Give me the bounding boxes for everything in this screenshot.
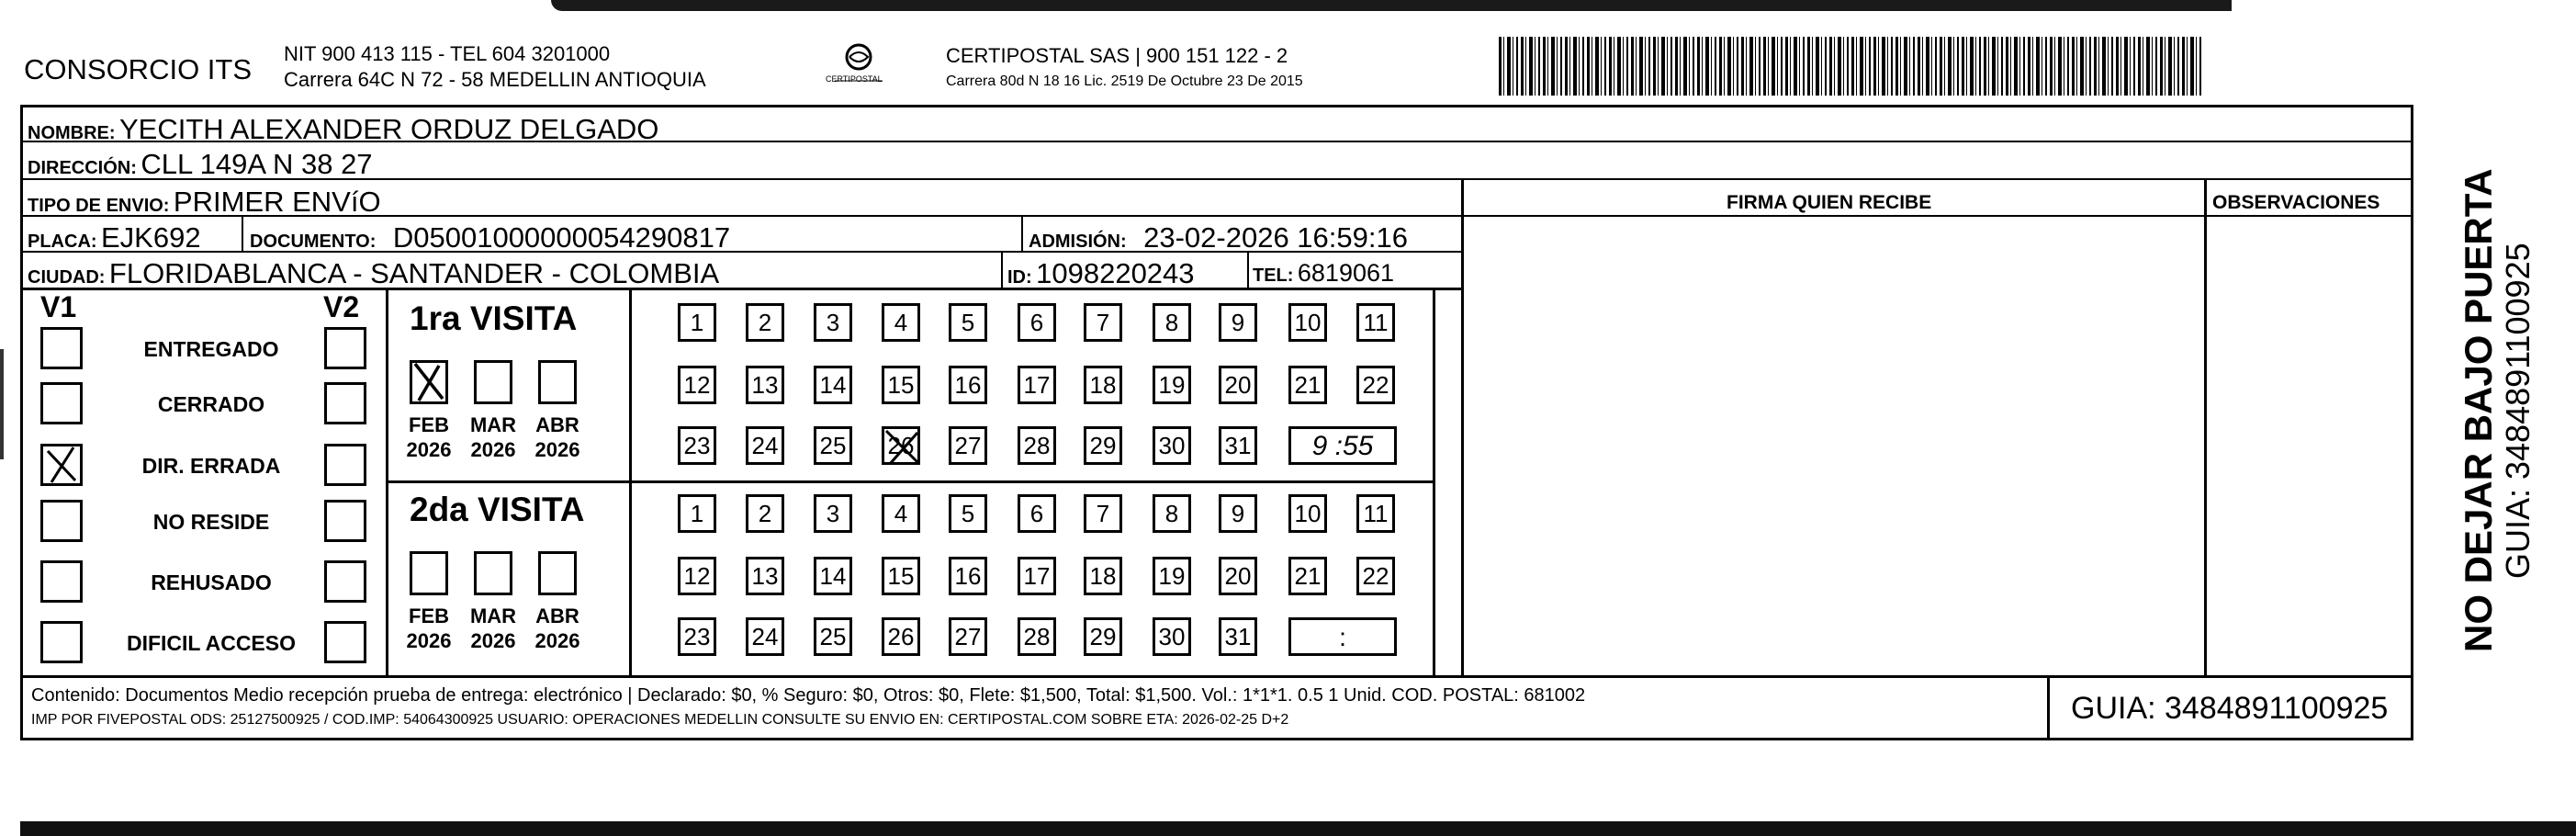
- day-checkbox[interactable]: 22: [1356, 366, 1395, 404]
- status-label: REHUSADO: [151, 571, 272, 594]
- footer-imp: IMP POR FIVEPOSTAL ODS: 25127500925 / COD.IMP: 54064300925 USUARIO: OPERACIONES MEDELLIN CONSULTE SU ENVIO EN: CERTIPOSTAL.COM SOBRE ETA: 2026-02-25 D+2: [31, 712, 1289, 728]
- status-label: CERRADO: [157, 392, 265, 416]
- day-checkbox[interactable]: 3: [814, 303, 852, 342]
- month-checkbox[interactable]: [474, 551, 512, 595]
- day-checkbox[interactable]: 28: [1018, 617, 1056, 656]
- v1-checkbox[interactable]: [40, 444, 83, 486]
- side-vertical-block: [2413, 138, 2537, 652]
- day-checkbox[interactable]: 17: [1018, 557, 1056, 595]
- day-checkbox[interactable]: 16: [949, 366, 987, 404]
- v2-checkbox[interactable]: [324, 560, 366, 603]
- month-label: FEB 2026: [406, 604, 452, 652]
- company-name: CONSORCIO ITS: [24, 53, 253, 85]
- day-checkbox[interactable]: 9: [1219, 303, 1257, 342]
- tel-label: TEL:: [1253, 265, 1294, 286]
- day-checkbox[interactable]: 20: [1219, 366, 1257, 404]
- col-divider: [1247, 251, 1249, 288]
- col-divider: [1021, 215, 1023, 252]
- day-checkbox[interactable]: 31: [1219, 426, 1257, 465]
- documento-label: DOCUMENTO:: [250, 232, 377, 252]
- day-checkbox[interactable]: 11: [1356, 494, 1395, 533]
- day-checkbox[interactable]: 21: [1288, 557, 1327, 595]
- month-label: FEB 2026: [406, 413, 452, 461]
- visit-title: 1ra VISITA: [410, 299, 578, 337]
- day-checkbox[interactable]: 14: [814, 366, 852, 404]
- v2-label: V2: [323, 290, 360, 323]
- day-checkbox[interactable]: 13: [746, 557, 784, 595]
- direccion-label: DIRECCIÓN:: [28, 158, 137, 178]
- footer-guia: GUIA: 3484891100925: [2071, 691, 2389, 726]
- col-divider: [2204, 178, 2207, 676]
- day-checkbox[interactable]: 8: [1153, 494, 1191, 533]
- day-checkbox[interactable]: 4: [882, 494, 920, 533]
- day-checkbox[interactable]: 27: [949, 426, 987, 465]
- side-notice: NO DEJAR BAJO PUERTA: [2457, 168, 2500, 652]
- day-checkbox[interactable]: 18: [1084, 557, 1122, 595]
- row-divider: [20, 178, 2413, 180]
- day-checkbox[interactable]: 12: [678, 557, 716, 595]
- status-label: DIR. ERRADA: [141, 454, 281, 478]
- month-label: MAR 2026: [469, 604, 517, 652]
- day-checkbox[interactable]: 14: [814, 557, 852, 595]
- v2-checkbox[interactable]: [324, 621, 366, 663]
- v1-checkbox[interactable]: [40, 621, 83, 663]
- admision-value: 23-02-2026 16:59:16: [1143, 221, 1408, 254]
- day-checkbox[interactable]: 22: [1356, 557, 1395, 595]
- day-checkbox[interactable]: 23: [678, 426, 716, 465]
- placa-value: EJK692: [101, 221, 201, 254]
- day-checkbox[interactable]: 11: [1356, 303, 1395, 342]
- admision-label: ADMISIÓN:: [1029, 232, 1127, 252]
- recipient-name: YECITH ALEXANDER ORDUZ DELGADO: [119, 113, 659, 145]
- day-checkbox[interactable]: 31: [1219, 617, 1257, 656]
- col-divider: [1461, 178, 1464, 676]
- day-checkbox[interactable]: 21: [1288, 366, 1327, 404]
- footer-divider: [20, 675, 2413, 678]
- company-nit: NIT 900 413 115 - TEL 604 3201000: [284, 42, 611, 65]
- day-checkbox[interactable]: 9: [1219, 494, 1257, 533]
- day-checkbox[interactable]: 7: [1084, 303, 1122, 342]
- day-checkbox[interactable]: 28: [1018, 426, 1056, 465]
- day-checkbox[interactable]: 10: [1288, 494, 1327, 533]
- v2-checkbox[interactable]: [324, 382, 366, 424]
- ciudad-value: FLORIDABLANCA - SANTANDER - COLOMBIA: [108, 257, 720, 289]
- ciudad-label: CIUDAD:: [28, 267, 106, 288]
- day-checkbox[interactable]: 25: [814, 426, 852, 465]
- day-checkbox[interactable]: 13: [746, 366, 784, 404]
- day-checkbox[interactable]: 18: [1084, 366, 1122, 404]
- month-checkbox[interactable]: [410, 551, 448, 595]
- day-checkbox[interactable]: 24: [746, 617, 784, 656]
- day-checkbox[interactable]: 20: [1219, 557, 1257, 595]
- col-divider: [2047, 675, 2050, 740]
- v1-label: V1: [40, 290, 77, 323]
- v2-checkbox[interactable]: [324, 444, 366, 486]
- day-checkbox[interactable]: 16: [949, 557, 987, 595]
- day-checkbox[interactable]: 30: [1153, 617, 1191, 656]
- day-checkbox[interactable]: 8: [1153, 303, 1191, 342]
- left-edge-mark: [0, 349, 4, 459]
- month-checkbox[interactable]: [538, 551, 577, 595]
- day-checkbox[interactable]: 1: [678, 303, 716, 342]
- status-label: DIFICIL ACCESO: [126, 631, 296, 655]
- day-checkbox[interactable]: 19: [1153, 366, 1191, 404]
- bottom-edge-band: [20, 821, 2576, 836]
- row-divider: [1462, 215, 2413, 217]
- certipostal-logo: [826, 40, 888, 99]
- certipostal-info: CERTIPOSTAL SAS | 900 151 122 - 2: [946, 44, 1288, 67]
- day-checkbox[interactable]: 29: [1084, 617, 1122, 656]
- col-divider: [242, 215, 243, 252]
- barcode: [1499, 37, 2204, 96]
- status-label: NO RESIDE: [152, 510, 270, 534]
- day-checkbox[interactable]: 23: [678, 617, 716, 656]
- day-checkbox[interactable]: 24: [746, 426, 784, 465]
- day-check-mark: [884, 429, 923, 477]
- day-checkbox[interactable]: 5: [949, 303, 987, 342]
- month-checkbox[interactable]: [410, 360, 448, 404]
- v2-checkbox[interactable]: [324, 327, 366, 369]
- v1-checkbox[interactable]: [40, 382, 83, 424]
- time-field[interactable]: 9 :55: [1288, 426, 1397, 465]
- day-checkbox[interactable]: 30: [1153, 426, 1191, 465]
- day-checkbox[interactable]: 26: [882, 617, 920, 656]
- month-label: ABR 2026: [534, 413, 580, 461]
- day-checkbox[interactable]: 3: [814, 494, 852, 533]
- placa-label: PLACA:: [28, 232, 97, 252]
- certipostal-license: Carrera 80d N 18 16 Lic. 2519 De Octubre 23 De 2015: [946, 73, 1303, 89]
- col-divider: [1001, 251, 1003, 288]
- tipo-envio: PRIMER ENVíO: [173, 186, 381, 218]
- month-label: ABR 2026: [534, 604, 580, 652]
- day-checkbox[interactable]: 12: [678, 366, 716, 404]
- day-checkbox[interactable]: 7: [1084, 494, 1122, 533]
- day-checkbox[interactable]: 27: [949, 617, 987, 656]
- company-address: Carrera 64C N 72 - 58 MEDELLIN ANTIOQUIA: [284, 68, 706, 91]
- day-checkbox[interactable]: 2: [746, 303, 784, 342]
- day-checkbox[interactable]: 5: [949, 494, 987, 533]
- recipient-address: CLL 149A N 38 27: [141, 148, 373, 180]
- status-label: ENTREGADO: [143, 337, 279, 361]
- day-checkbox[interactable]: 29: [1084, 426, 1122, 465]
- day-checkbox[interactable]: 4: [882, 303, 920, 342]
- day-checkbox[interactable]: 25: [814, 617, 852, 656]
- day-checkbox[interactable]: 19: [1153, 557, 1191, 595]
- v1-checkbox[interactable]: [40, 327, 83, 369]
- day-checkbox[interactable]: 6: [1018, 494, 1056, 533]
- tipo-envio-label: TIPO DE ENVIO:: [28, 196, 170, 216]
- time-field[interactable]: :: [1288, 617, 1397, 656]
- v2-checkbox[interactable]: [324, 500, 366, 542]
- visit-title: 2da VISITA: [410, 491, 585, 528]
- v1-checkbox[interactable]: [40, 560, 83, 603]
- day-checkbox[interactable]: 6: [1018, 303, 1056, 342]
- nombre-label: NOMBRE:: [28, 123, 116, 143]
- month-checkbox[interactable]: [538, 360, 577, 404]
- day-checkbox[interactable]: 15: [882, 366, 920, 404]
- firma-header: FIRMA QUIEN RECIBE: [1727, 192, 1932, 213]
- id-value: 1098220243: [1036, 257, 1195, 289]
- v1-checkbox[interactable]: [40, 500, 83, 542]
- day-checkbox[interactable]: 2: [746, 494, 784, 533]
- month-checkbox[interactable]: [474, 360, 512, 404]
- month-label: MAR 2026: [469, 413, 517, 461]
- day-checkbox[interactable]: 10: [1288, 303, 1327, 342]
- visit-divider: [386, 480, 1434, 483]
- day-checkbox[interactable]: 1: [678, 494, 716, 533]
- side-guia: GUIA: 3484891100925: [2499, 243, 2537, 579]
- day-checkbox[interactable]: 26: [882, 426, 920, 465]
- day-checkbox[interactable]: 17: [1018, 366, 1056, 404]
- observaciones-header: OBSERVACIONES: [2212, 192, 2380, 213]
- tel-value: 6819061: [1297, 259, 1395, 287]
- footer-contenido: Contenido: Documentos Medio recepción prueba de entrega: electrónico | Declarado: $0, % Seguro: $0, Otros: $0, Flete: $1,500, Total: $1,500. Vol.: 1*1*1. 0.5 1 Unid. COD. POSTAL: 681002: [31, 685, 1586, 706]
- top-edge-band: [551, 0, 2232, 11]
- id-label: ID:: [1007, 267, 1032, 288]
- logo-text: CERTIPOSTAL: [826, 74, 883, 84]
- day-checkbox[interactable]: 15: [882, 557, 920, 595]
- documento-value: D05001000000054290817: [392, 221, 731, 254]
